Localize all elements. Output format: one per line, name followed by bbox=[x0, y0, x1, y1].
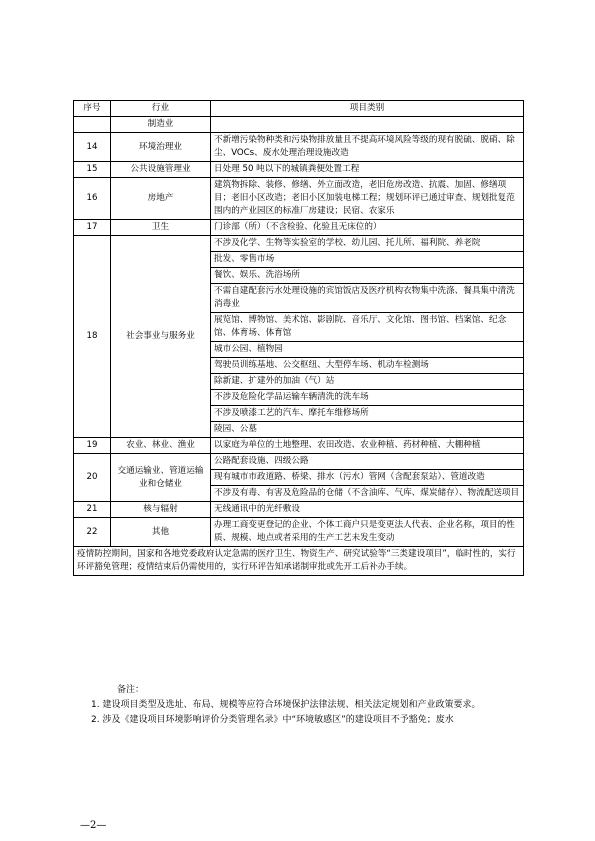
category-cell: 无线通讯中的光纤敷设 bbox=[211, 502, 524, 518]
table-row bbox=[74, 162, 524, 178]
industry-cell: 环境治理业 bbox=[111, 133, 211, 162]
category-cell: 不新增污染物种类和污染物排放量且不提高环境风险等级的现有脱硫、脱硝、除尘、VOCs、废水处理治理设施改造 bbox=[211, 133, 524, 162]
category-cell: 陵园、公墓 bbox=[211, 422, 524, 438]
epidemic-notice: 疫情防控期间，国家和各地党委政府认定急需的医疗卫生、物资生产、研究试验等“三类建设项目”，临时性的，实行环评豁免管理；疫情结束后仍需使用的，实行环评告知承诺制审批或先开工后补办手续。 bbox=[74, 547, 524, 576]
category-cell: 日处理 50 吨以下的城镇粪便处置工程 bbox=[211, 162, 524, 178]
remarks-title: 备注： bbox=[117, 685, 145, 695]
category-cell: 不涉及化学、生物等实验室的学校、幼儿园、托儿所、福利院、养老院 bbox=[211, 236, 524, 252]
table-row bbox=[74, 518, 524, 547]
header-industry: 行业 bbox=[111, 101, 211, 117]
category-cell: 除新建、扩建外的加油（气）站 bbox=[211, 374, 524, 390]
remark-item-1: 1. 建设项目类型及选址、布局、规模等应符合环境保护法律法规、相关法定规划和产业政策要求。 bbox=[91, 700, 481, 710]
table-row bbox=[74, 178, 524, 220]
table-row bbox=[74, 502, 524, 518]
category-cell: 现有城市市政道路、桥梁、排水（污水）管网（含配套泵站）、管道改造 bbox=[211, 470, 524, 486]
category-cell bbox=[211, 117, 524, 133]
category-cell: 不涉及有毒、有害及危险品的仓储（不含油库、气库、煤炭储存）、物流配送项目 bbox=[211, 486, 524, 502]
table-row bbox=[74, 547, 524, 576]
industry-cell: 核与辐射 bbox=[111, 502, 211, 518]
category-cell: 不需自建配套污水处理设施的宾馆饭店及医疗机构衣物集中洗涤、餐具集中清洗消毒业 bbox=[211, 284, 524, 313]
industry-cell: 房地产 bbox=[111, 178, 211, 220]
industry-cell: 交通运输业、管道运输业和仓储业 bbox=[111, 454, 211, 502]
table-row bbox=[74, 133, 524, 162]
industry-cell: 公共设施管理业 bbox=[111, 162, 211, 178]
industry-cell: 其他 bbox=[111, 518, 211, 547]
category-cell: 餐饮、娱乐、洗浴场所 bbox=[211, 268, 524, 284]
industry-cell: 卫生 bbox=[111, 220, 211, 236]
row-number: 21 bbox=[74, 502, 111, 518]
row-number: 14 bbox=[74, 133, 111, 162]
category-cell: 办理工商变更登记的企业、个体工商户只是变更法人代表、企业名称，项目的性质、规模、地点或者采用的生产工艺未发生变动 bbox=[211, 518, 524, 547]
table-row bbox=[74, 438, 524, 454]
row-number bbox=[74, 117, 111, 133]
category-table bbox=[73, 100, 524, 576]
category-cell: 驾驶员训练基地、公交枢纽、大型停车场、机动车检测场 bbox=[211, 358, 524, 374]
category-cell: 不涉及喷漆工艺的汽车、摩托车维修场所 bbox=[211, 406, 524, 422]
row-number: 16 bbox=[74, 178, 111, 220]
table-row bbox=[74, 454, 524, 470]
row-number: 22 bbox=[74, 518, 111, 547]
row-number: 19 bbox=[74, 438, 111, 454]
table-row bbox=[74, 236, 524, 252]
row-number: 17 bbox=[74, 220, 111, 236]
industry-cell: 农业、林业、渔业 bbox=[111, 438, 211, 454]
header-category: 项目类别 bbox=[211, 101, 524, 117]
category-cell: 批发、零售市场 bbox=[211, 252, 524, 268]
table-row bbox=[74, 220, 524, 236]
category-cell: 展览馆、博物馆、美术馆、影剧院、音乐厅、文化馆、图书馆、档案馆、纪念馆、体育场、体育馆 bbox=[211, 313, 524, 342]
row-number: 20 bbox=[74, 454, 111, 502]
remark-item-2: 2. 涉及《建设项目环境影响评价分类管理名录》中“环境敏感区”的建设项目不予豁免；废水 bbox=[91, 715, 454, 725]
category-cell: 建筑物拆除、装修、修缮、外立面改造，老旧危房改造、抗震、加固、修缮项目；老旧小区改造；老旧小区加装电梯工程；规划环评已通过审查、规划批复范围内的产业园区的标准厂房建设；民宿、农家乐 bbox=[211, 178, 524, 220]
category-cell: 公路配套设施、四级公路 bbox=[211, 454, 524, 470]
category-cell: 不涉及危险化学品运输车辆清洗的洗车场 bbox=[211, 390, 524, 406]
category-cell: 城市公园、植物园 bbox=[211, 342, 524, 358]
industry-cell: 社会事业与服务业 bbox=[111, 236, 211, 438]
header-no: 序号 bbox=[74, 101, 111, 117]
table-header-row bbox=[74, 101, 524, 117]
page-number: —2— bbox=[80, 820, 107, 831]
remarks-section bbox=[73, 683, 524, 728]
row-number: 18 bbox=[74, 236, 111, 438]
industry-cell: 制造业 bbox=[111, 117, 211, 133]
category-cell: 门诊部（所）（不含检验、化验且无床位的） bbox=[211, 220, 524, 236]
row-number: 15 bbox=[74, 162, 111, 178]
table-row bbox=[74, 117, 524, 133]
category-cell: 以家庭为单位的土地整理、农田改造、农业种植、药材种植、大棚种植 bbox=[211, 438, 524, 454]
